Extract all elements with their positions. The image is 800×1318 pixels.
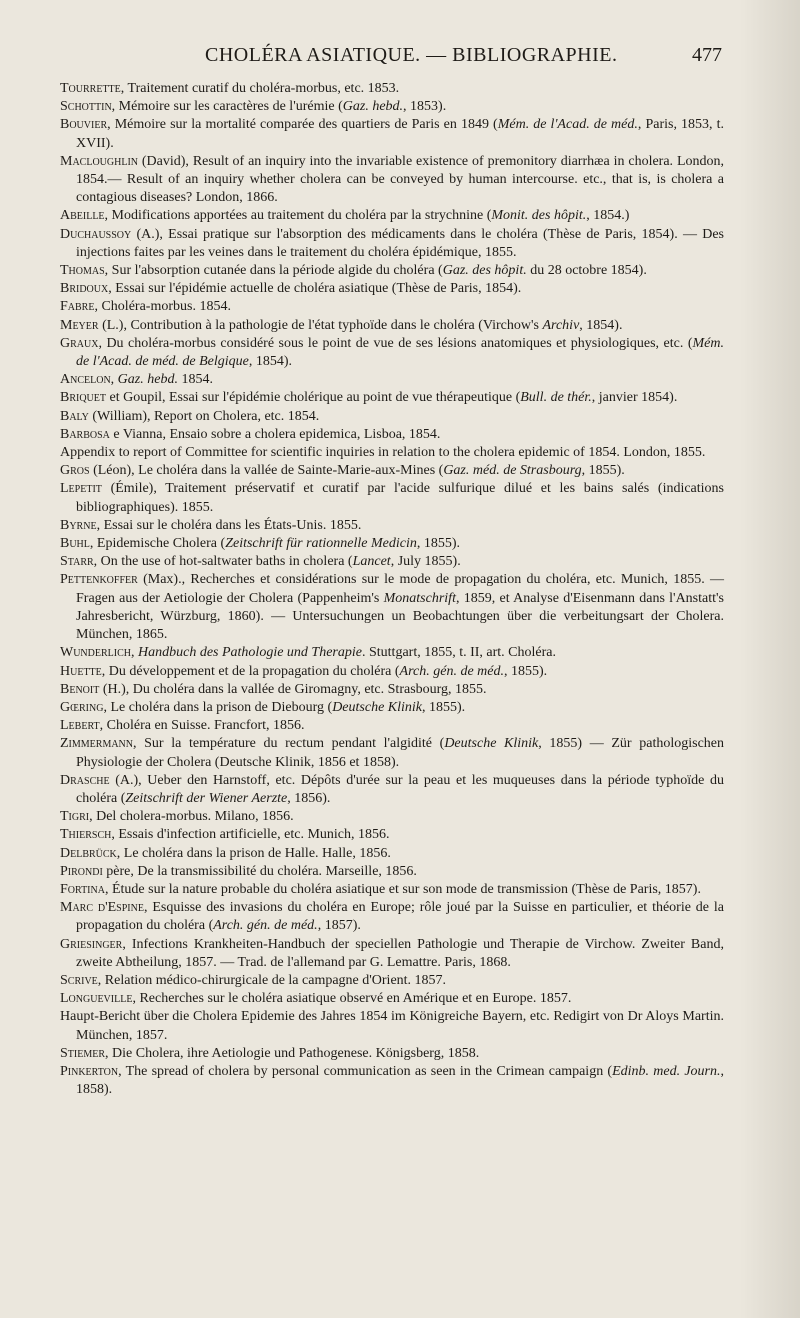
entry-text-tail: , 1855) — Zür pathologischen Physiologie der Cholera (Deutsche Klinik, 1856 et 1858). <box>76 736 724 770</box>
entry-author: Ancelon <box>60 372 111 388</box>
entry-text: , Recherches sur le choléra asiatique observé en Amérique et en Europe. 1857. <box>132 991 572 1007</box>
entry-text: , Mémoire sur la mortalité comparée des quartiers de Paris en 1849 ( <box>107 117 498 133</box>
entry-reference: Edinb. med. Journ. <box>612 1063 721 1079</box>
entry-author: Bridoux <box>60 281 109 297</box>
entry-text: (L.), Contribution à la pathologie de l'état typhoïde dans le choléra (Virchow's <box>98 317 543 333</box>
entry-author: Drasche <box>60 772 110 788</box>
entry-author: Pettenkoffer <box>60 572 138 588</box>
entry-reference: Gaz. hebd. <box>117 372 178 388</box>
entry-text: (H.), Du choléra dans la vallée de Giromagny, etc. Strasbourg, 1855. <box>99 681 487 697</box>
entry-author: Gœring <box>60 699 104 715</box>
entry-text: et Goupil, Essai sur l'épidémie cholérique au point de vue thérapeutique ( <box>106 390 521 406</box>
entry-author: Byrne <box>60 517 97 533</box>
entry-author: Duchaussoy <box>60 226 132 242</box>
entry-reference: Deutsche Klinik <box>444 736 539 752</box>
entry-text: , Mémoire sur les caractères de l'urémie ( <box>111 99 343 115</box>
bibliography-entry <box>60 699 724 717</box>
bibliography-entry <box>60 426 724 444</box>
entry-text-tail: , 1855). <box>422 699 466 715</box>
entry-text-tail: 1854. <box>177 372 213 388</box>
entry-text: (A.), Ueber den Harnstoff, etc. Dépôts d'urée sur la peau et les muqueuses dans la période typhoïde du choléra ( <box>76 772 724 806</box>
bibliography-entry <box>60 845 724 863</box>
entry-text: (A.), Essai pratique sur l'absorption des médicaments dans le choléra (Thèse de Paris, 1854). — Des injections faites par les veines dans le traitement du choléra épidémique, 1855. <box>76 226 724 260</box>
bibliography-entry <box>60 153 724 208</box>
bibliography-entry <box>60 80 724 98</box>
entry-text-tail: , 1859, et Analyse d'Eisenmann dans l'Anstatt's Jahresbericht, Würzburg, 1860). — Untersuchungen un Beobachtungen über die verbeitungsart der Cholera. München, 1865. <box>76 590 724 643</box>
entry-reference: Gaz. méd. de Strasbourg <box>443 463 582 479</box>
bibliography-entry <box>60 972 724 990</box>
entry-text: , The spread of cholera by personal communication as seen in the Crimean campaign ( <box>118 1063 613 1079</box>
bibliography-entry <box>60 98 724 116</box>
entry-text: , On the use of hot-saltwater baths in cholera ( <box>93 554 353 570</box>
entry-reference: Gaz. des hôpit. <box>442 263 527 279</box>
entry-text-tail: , 1855). <box>504 663 548 679</box>
entry-author: Benoit <box>60 681 100 697</box>
entry-text: Haupt-Bericht über die Cholera Epidemie des Jahres 1854 im Königreiche Bayern, etc. Redigirt von Dr Aloys Martin. München, 1857. <box>60 1009 724 1043</box>
entry-text-tail: , 1854.) <box>586 208 630 224</box>
entry-text: , Essais d'infection artificielle, etc. Munich, 1856. <box>111 827 390 843</box>
entry-text: , Del cholera-morbus. Milano, 1856. <box>89 809 294 825</box>
entry-author: Briquet <box>60 390 106 406</box>
entry-author: Lebert <box>60 718 100 734</box>
entry-author: Pinkerton <box>60 1063 119 1079</box>
entry-text: , Esquisse des invasions du choléra en Europe; rôle joué par la Suisse en particulier, et théorie de la propagation du choléra ( <box>76 900 724 934</box>
entry-text-tail: , 1854). <box>579 317 623 333</box>
entry-text-tail: , 1855). <box>416 536 461 552</box>
bibliography-entry <box>60 535 724 553</box>
entry-reference: Arch. gén. de méd. <box>213 918 318 934</box>
entry-author: Buhl <box>60 536 90 552</box>
entry-author: Abeille <box>60 208 105 224</box>
bibliography-list <box>60 80 724 1099</box>
bibliography-entry <box>60 480 724 516</box>
entry-text-tail: , Paris, 1853, t. XVII). <box>76 117 724 151</box>
entry-text: Appendix to report of Committee for scientific inquiries in relation to the cholera epidemic of 1854. London, 1855. <box>60 445 706 461</box>
bibliography-entry <box>60 863 724 881</box>
entry-text: père, De la transmissibilité du choléra. Marseille, 1856. <box>102 863 417 879</box>
bibliography-entry <box>60 571 724 644</box>
entry-text-tail: , July 1855). <box>390 554 461 570</box>
bibliography-entry <box>60 517 724 535</box>
entry-author: Huette <box>60 663 102 679</box>
bibliography-entry <box>60 735 724 771</box>
entry-author: Fabre <box>60 299 95 315</box>
entry-reference: Deutsche Klinik <box>332 699 422 715</box>
entry-text: , Traitement curatif du choléra-morbus, etc. 1853. <box>120 81 400 96</box>
entry-author: Graux <box>60 335 99 351</box>
bibliography-entry <box>60 1008 724 1044</box>
entry-text: , Die Cholera, ihre Aetiologie und Pathogenese. Königsberg, 1858. <box>105 1045 480 1061</box>
entry-text: , <box>131 645 138 661</box>
entry-text: , Le choléra dans la prison de Diebourg ( <box>103 699 333 715</box>
entry-author: Thiersch <box>60 827 112 843</box>
entry-text: , Modifications apportées au traitement du choléra par la strychnine ( <box>104 208 492 224</box>
bibliography-entry <box>60 408 724 426</box>
entry-text: , Essai sur le choléra dans les États-Unis. 1855. <box>96 517 362 533</box>
entry-text: (David), Result of an inquiry into the invariable existence of premonitory diarrhæa in cholera. London, 1854.— Result of an inquiry whether cholera can be conveyed by human intercourse. etc., that is, is cholera a contagious diseases? London, 1866. <box>76 153 724 206</box>
bibliography-entry <box>60 444 724 462</box>
bibliography-entry <box>60 663 724 681</box>
entry-text-tail: . Stuttgart, 1855, t. II, art. Choléra. <box>361 645 557 661</box>
bibliography-entry <box>60 681 724 699</box>
entry-text: , Choléra-morbus. 1854. <box>94 299 231 315</box>
entry-text: (Émile), Traitement préservatif et curatif par l'acide sulfurique dilué et les bains salés (indications bibliographiques). 1855. <box>76 481 724 515</box>
bibliography-entry <box>60 826 724 844</box>
entry-text: (William), Report on Cholera, etc. 1854. <box>88 408 320 424</box>
entry-text: , Étude sur la nature probable du choléra asiatique et sur son mode de transmission (Thèse de Paris, 1857). <box>104 881 701 897</box>
bibliography-entry <box>60 644 724 662</box>
bibliography-entry <box>60 280 724 298</box>
bibliography-entry <box>60 462 724 480</box>
entry-author: Pirondi <box>60 863 103 879</box>
bibliography-entry <box>60 226 724 262</box>
entry-author: Marc d'Espine <box>60 900 144 916</box>
entry-author: Bouvier <box>60 117 108 133</box>
entry-author: Gros <box>60 463 90 479</box>
entry-author: Tigri <box>60 809 90 825</box>
entry-author: Macloughlin <box>60 153 138 169</box>
entry-author: Meyer <box>60 317 99 333</box>
entry-author: Longueville <box>60 991 133 1007</box>
entry-author: Barbosa <box>60 426 110 442</box>
entry-text-tail: , 1857). <box>317 918 361 934</box>
entry-reference: Mém. de l'Acad. de méd. <box>497 117 638 133</box>
entry-text: , Le choléra dans la prison de Halle. Halle, 1856. <box>116 845 391 861</box>
bibliography-entry <box>60 553 724 571</box>
entry-text: , Essai sur l'épidémie actuelle de choléra asiatique (Thèse de Paris, 1854). <box>108 281 522 297</box>
bibliography-entry <box>60 772 724 808</box>
entry-text-tail: , janvier 1854). <box>591 390 678 406</box>
entry-reference: Zeitschrift der Wiener Aerzte <box>125 790 288 806</box>
entry-text: , Infections Krankheiten-Handbuch der speciellen Pathologie und Therapie de Virchow. Zweiter Band, zweite Abtheilung, 1857. — Trad. de l'allemand par G. Lemattre. Paris, 1868. <box>76 936 724 970</box>
entry-text-tail: , 1853). <box>403 99 447 115</box>
entry-text: , <box>110 372 118 388</box>
entry-text: e Vianna, Ensaio sobre a cholera epidemica, Lisboa, 1854. <box>109 426 441 442</box>
entry-author: Griesinger <box>60 936 123 952</box>
bibliography-entry <box>60 389 724 407</box>
entry-reference: Lancet <box>352 554 391 570</box>
bibliography-entry <box>60 298 724 316</box>
entry-reference: Gaz. hebd. <box>342 99 404 115</box>
entry-author: Delbrück <box>60 845 117 861</box>
bibliography-entry <box>60 808 724 826</box>
entry-text: , Du choléra-morbus considéré sous le point de vue de ses lésions anatomiques et physiologiques, etc. ( <box>98 335 693 351</box>
running-header <box>60 40 722 76</box>
bibliography-entry <box>60 1045 724 1063</box>
entry-author: Tourrette <box>60 81 121 96</box>
bibliography-entry <box>60 207 724 225</box>
entry-text: (Léon), Le choléra dans la vallée de Sainte-Marie-aux-Mines ( <box>89 463 444 479</box>
entry-text-tail: , 1855). <box>581 463 625 479</box>
entry-reference: Mém. de l'Acad. de méd. de Belgique <box>76 335 724 370</box>
bibliography-entry <box>60 881 724 899</box>
entry-author: Lepetit <box>60 481 102 497</box>
entry-reference: Arch. gén. de méd. <box>399 663 504 679</box>
page-number: 477 <box>692 44 722 66</box>
entry-author: Starr <box>60 554 94 570</box>
entry-text: , Sur l'absorption cutanée dans la période algide du choléra ( <box>104 263 443 279</box>
entry-author: Baly <box>60 408 89 424</box>
entry-author: Stiemer <box>60 1045 106 1061</box>
bibliography-entry <box>60 990 724 1008</box>
bibliography-entry <box>60 335 724 371</box>
bibliography-entry <box>60 262 724 280</box>
bibliography-entry <box>60 317 724 335</box>
entry-reference: Monatschrift <box>383 590 456 606</box>
entry-text: , Relation médico-chirurgicale de la campagne d'Orient. 1857. <box>97 972 447 988</box>
entry-text: , Sur la température du rectum pendant l'algidité ( <box>133 736 445 752</box>
running-title: CHOLÉRA ASIATIQUE. — BIBLIOGRAPHIE. <box>205 44 618 66</box>
entry-reference: Archiv <box>542 317 580 333</box>
entry-reference: Bull. de thér. <box>520 390 592 406</box>
bibliography-entry <box>60 899 724 935</box>
entry-text: , Epidemische Cholera ( <box>89 536 226 552</box>
entry-author: Fortina <box>60 881 105 897</box>
entry-reference: Zeitschrift für rationnelle Medicin <box>225 536 417 552</box>
bibliography-entry <box>60 371 724 389</box>
entry-author: Zimmermann <box>60 736 133 752</box>
entry-text-tail: , 1856). <box>287 790 331 806</box>
entry-author: Wunderlich <box>60 645 131 661</box>
page-edge-shadow <box>740 0 800 1318</box>
entry-reference: Handbuch des Pathologie und Therapie <box>138 645 362 661</box>
entry-text: (Max)., Recherches et considérations sur le mode de propagation du choléra, etc. Munich, 1855. — Fragen aus der Aetiologie der Cholera (Pappenheim's <box>76 572 724 606</box>
bibliography-entry <box>60 1063 724 1099</box>
entry-text-tail: , 1854). <box>248 354 293 370</box>
entry-author: Scrive <box>60 972 98 988</box>
entry-author: Thomas <box>60 263 105 279</box>
entry-text-tail: du 28 octobre 1854). <box>526 263 647 279</box>
entry-text: , Du développement et de la propagation du choléra ( <box>101 663 400 679</box>
bibliography-entry <box>60 936 724 972</box>
entry-text-tail: , 1858). <box>76 1063 724 1098</box>
bibliography-entry <box>60 717 724 735</box>
entry-text: , Choléra en Suisse. Francfort, 1856. <box>99 718 305 734</box>
bibliography-entry <box>60 116 724 152</box>
entry-author: Schottin <box>60 99 112 115</box>
entry-reference: Monit. des hôpit. <box>491 208 587 224</box>
